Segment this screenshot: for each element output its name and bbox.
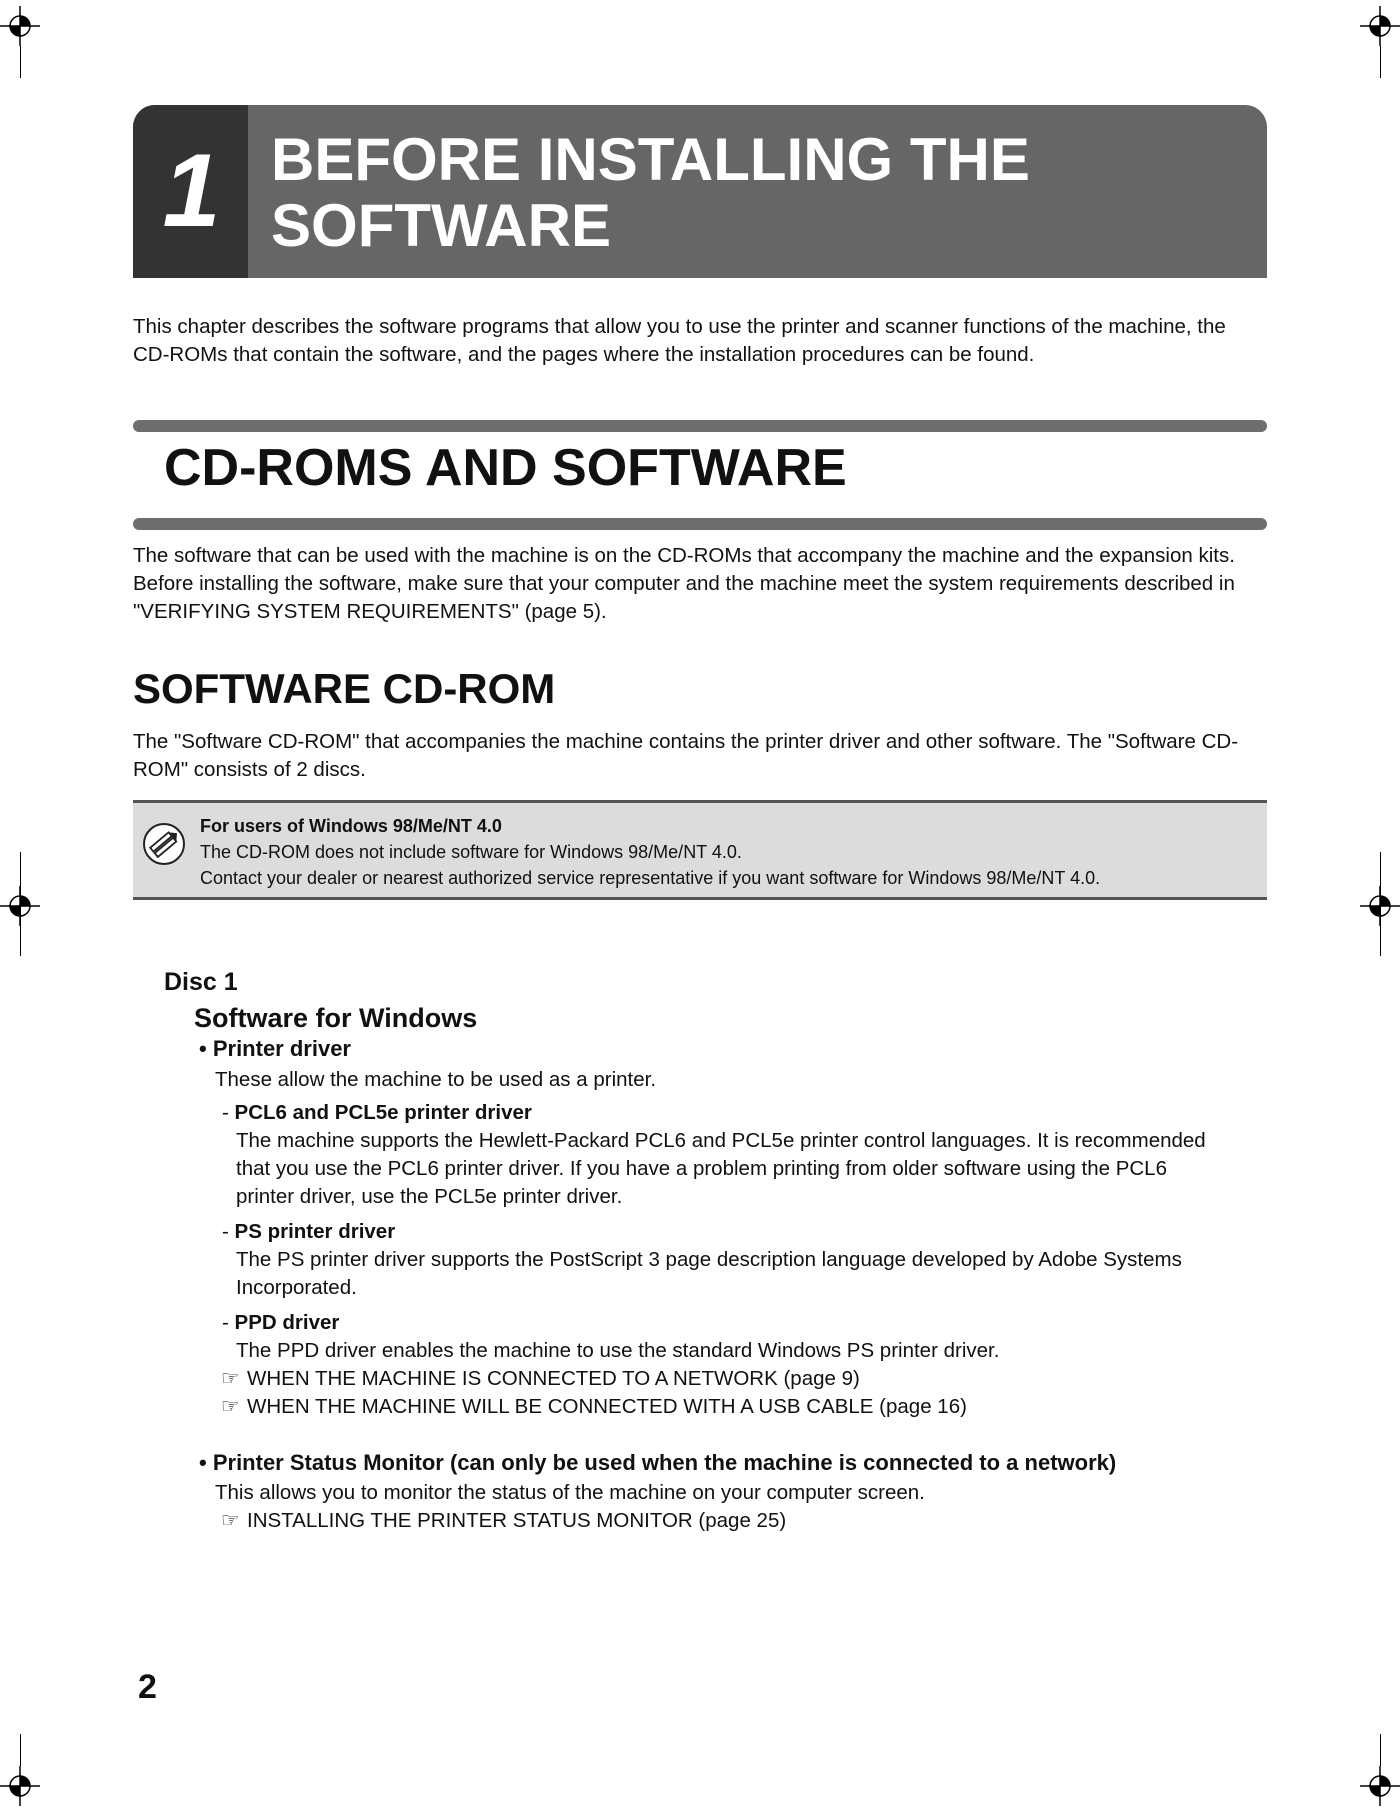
trim-line	[20, 46, 21, 78]
registration-mark-icon	[0, 6, 40, 46]
section-divider-bottom	[133, 518, 1267, 530]
driver-item-desc: The PPD driver enables the machine to use the standard Windows PS printer driver.	[236, 1339, 1000, 1362]
page-reference-link[interactable]: ☞ INSTALLING THE PRINTER STATUS MONITOR (page 25)	[221, 1507, 786, 1535]
chapter-title: BEFORE INSTALLING THE SOFTWARE	[271, 126, 1030, 259]
section-title: CD-ROMS AND SOFTWARE	[164, 439, 847, 497]
subsection-body: The "Software CD-ROM" that accompanies the machine contains the printer driver and other software. The "Software CD-ROM" consists of 2 discs.	[133, 730, 1239, 781]
status-monitor-desc: This allows you to monitor the status of the machine on your computer screen.	[215, 1481, 925, 1504]
note-line: The CD-ROM does not include software for Windows 98/Me/NT 4.0.	[200, 842, 742, 862]
note-line: Contact your dealer or nearest authorized service representative if you want software for Windows 98/Me/NT 4.0.	[200, 868, 1101, 888]
page-reference-link[interactable]: ☞ WHEN THE MACHINE WILL BE CONNECTED WITH A USB CABLE (page 16)	[221, 1393, 967, 1421]
pencil-note-icon	[141, 821, 187, 867]
disc-label: Disc 1	[164, 968, 238, 996]
bullet-heading-status-monitor: • Printer Status Monitor (can only be used when the machine is connected to a network)	[199, 1450, 1117, 1475]
chapter-banner	[133, 105, 1267, 278]
note-box	[133, 800, 1267, 900]
trim-line	[1380, 852, 1381, 956]
trim-line	[1380, 1734, 1381, 1766]
driver-item-heading: - PCL6 and PCL5e printer driver	[222, 1101, 532, 1124]
section-body: The software that can be used with the machine is on the CD-ROMs that accompany the machine and the expansion kits. Before installing the software, make sure that your computer and the machine meet the system requirements described in "VERIFYING SYSTEM REQUIREMENTS" (page 5).	[133, 544, 1235, 623]
printer-driver-desc: These allow the machine to be used as a printer.	[215, 1068, 657, 1091]
software-heading: Software for Windows	[194, 1003, 478, 1033]
registration-mark-icon	[1360, 6, 1400, 46]
section-divider-top	[133, 420, 1267, 432]
pointing-hand-icon: ☞	[221, 1395, 240, 1418]
bullet-icon: •	[199, 1450, 207, 1475]
page-reference-link[interactable]: ☞ WHEN THE MACHINE IS CONNECTED TO A NETWORK (page 9)	[221, 1365, 860, 1393]
driver-item-desc: The machine supports the Hewlett-Packard PCL6 and PCL5e printer control languages. It is recommended that you use the PCL6 printer driver. If you have a problem printing from older software using the PCL6 printer driver, use the PCL5e printer driver.	[236, 1129, 1206, 1208]
page-number: 2	[138, 1668, 157, 1706]
trim-line	[20, 1734, 21, 1766]
chapter-number: 1	[162, 133, 219, 249]
trim-line	[1380, 46, 1381, 78]
bullet-icon: •	[199, 1036, 207, 1061]
bullet-heading-printer-driver: • Printer driver	[199, 1036, 351, 1061]
note-text	[200, 813, 1260, 891]
trim-line	[20, 852, 21, 956]
driver-item-desc: The PS printer driver supports the PostScript 3 page description language developed by Adobe Systems Incorporated.	[236, 1248, 1182, 1299]
pointing-hand-icon: ☞	[221, 1367, 240, 1390]
chapter-number-box	[133, 105, 248, 278]
intro-paragraph: This chapter describes the software programs that allow you to use the printer and scanner functions of the machine, the CD-ROMs that contain the software, and the pages where the installation procedures can be found.	[133, 315, 1226, 366]
pointing-hand-icon: ☞	[221, 1509, 240, 1532]
driver-item-heading: - PS printer driver	[222, 1220, 396, 1243]
registration-mark-icon	[0, 1766, 40, 1806]
subsection-title: SOFTWARE CD-ROM	[133, 665, 556, 712]
driver-item-heading: - PPD driver	[222, 1311, 340, 1334]
note-title: For users of Windows 98/Me/NT 4.0	[200, 816, 502, 836]
registration-mark-icon	[1360, 1766, 1400, 1806]
